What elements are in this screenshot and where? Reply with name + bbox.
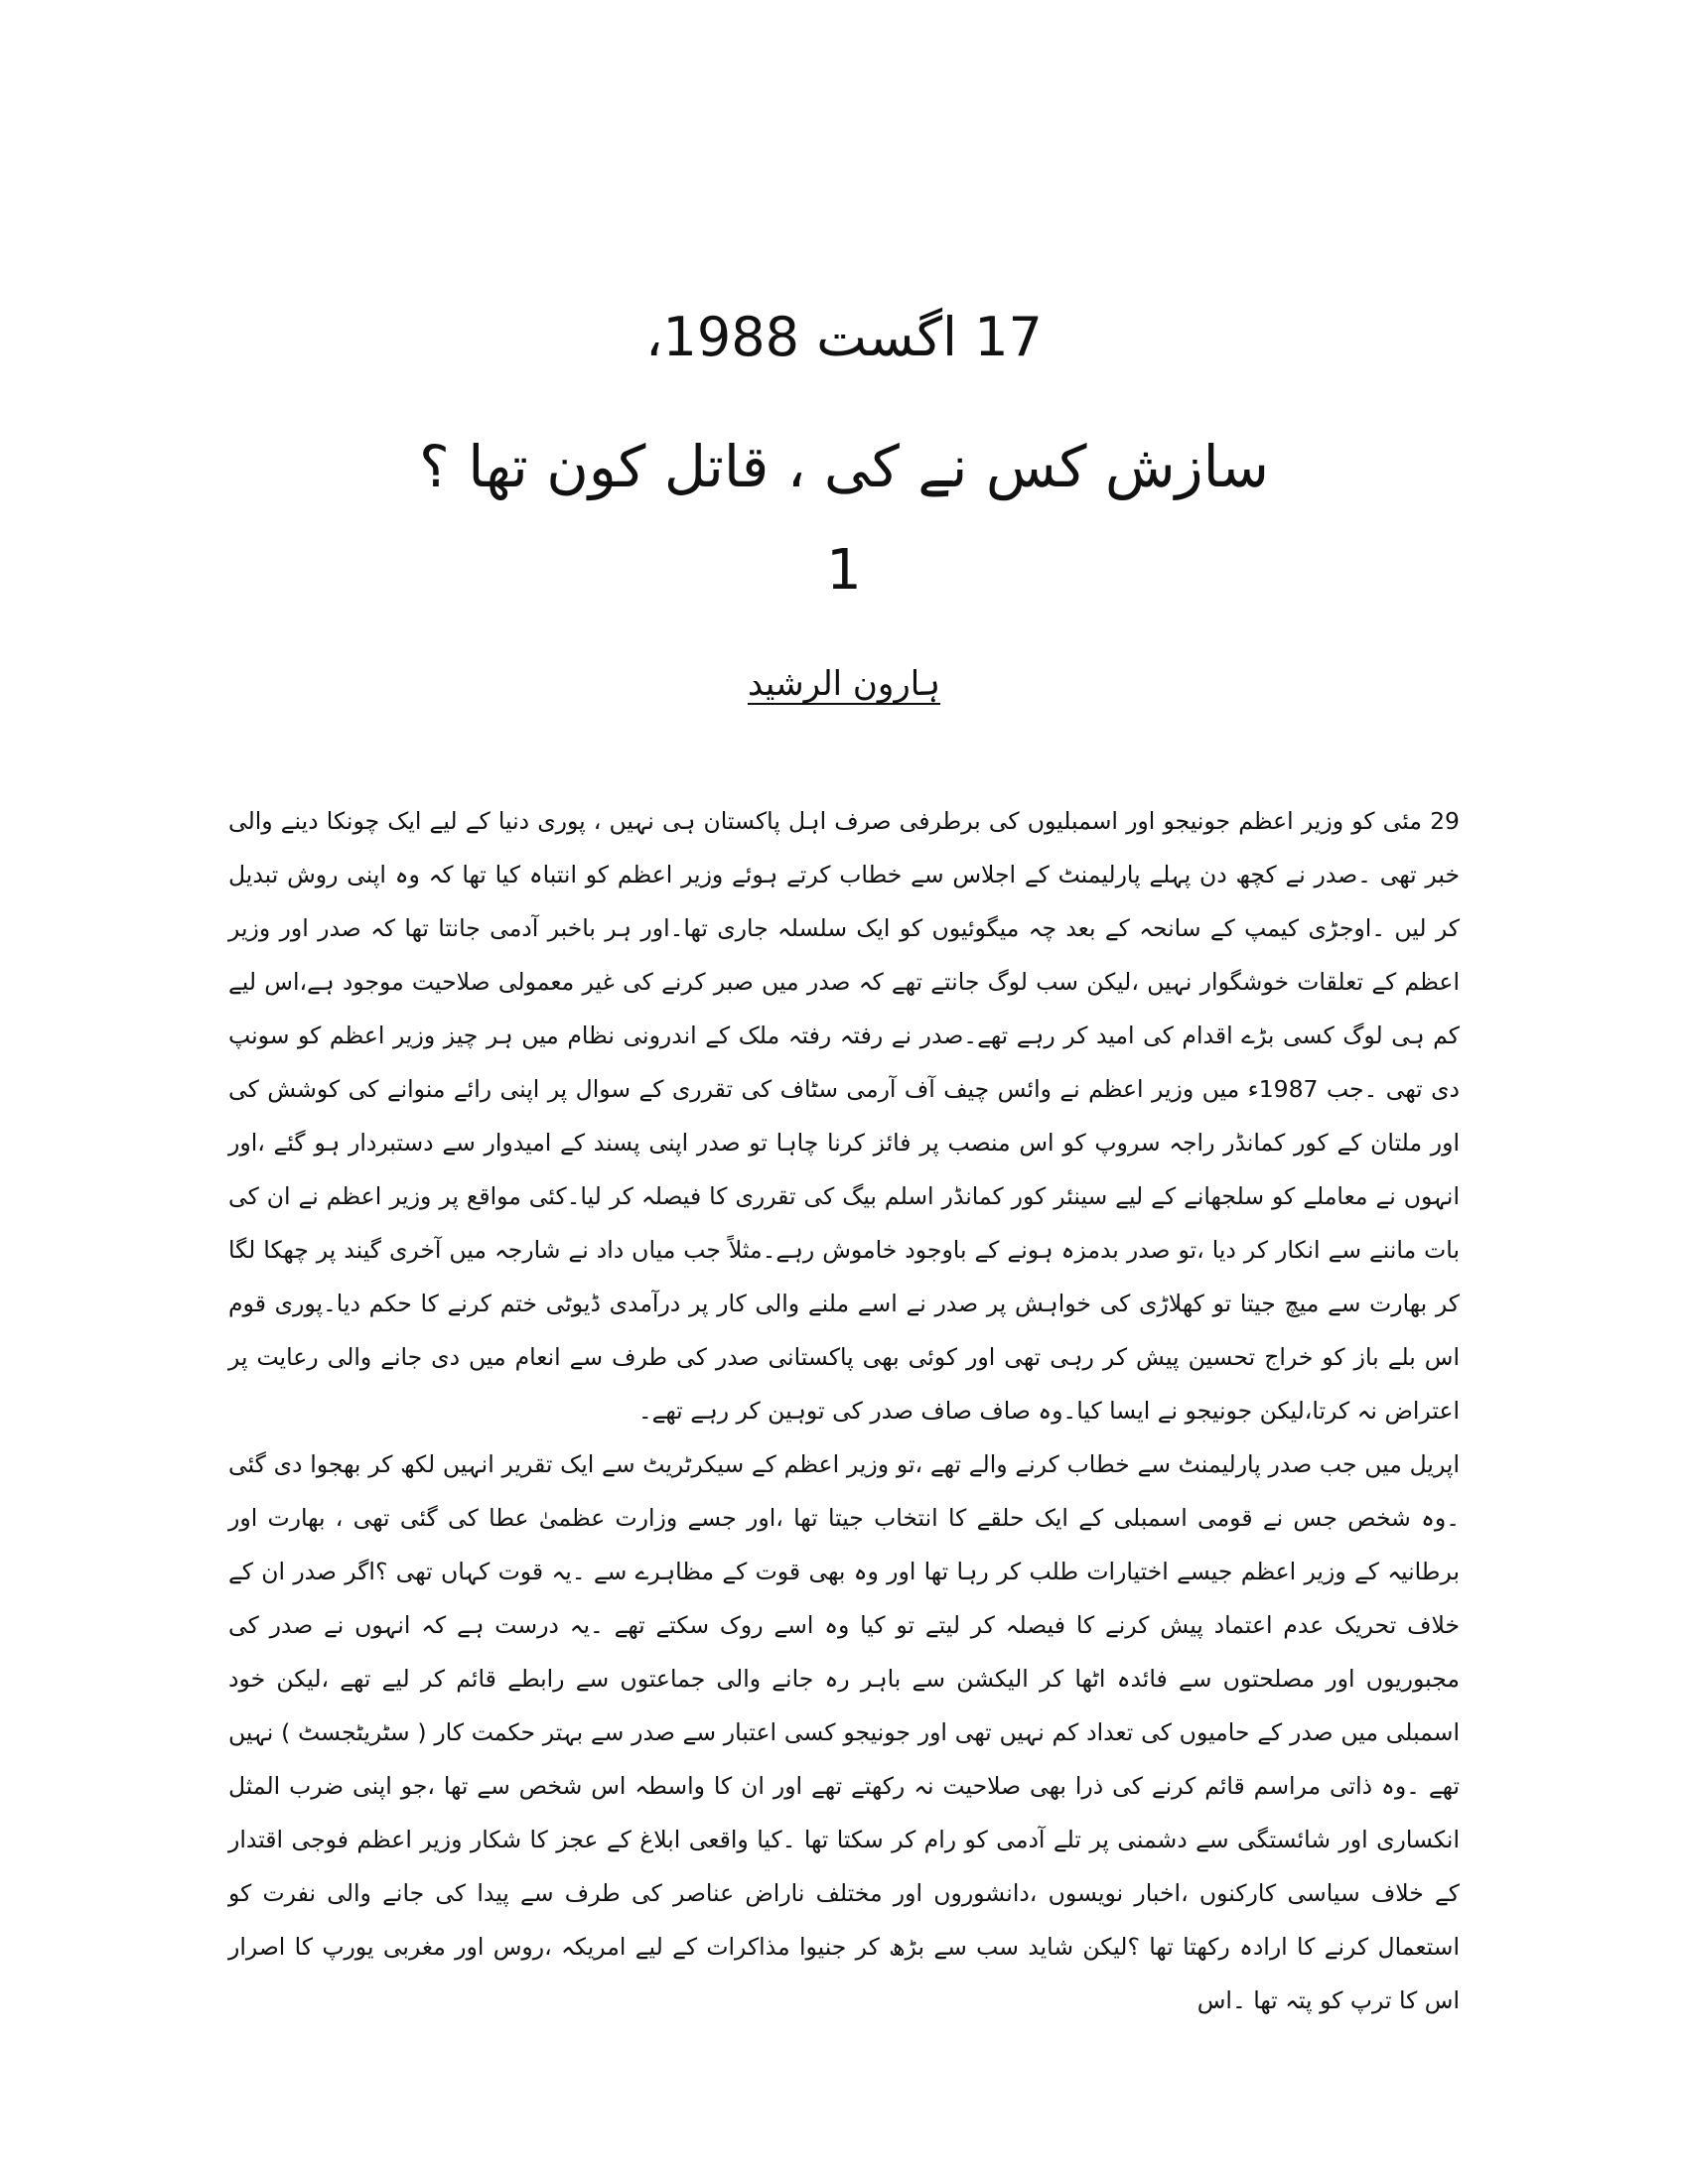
- paragraph-2: اپریل میں جب صدر پارلیمنٹ سے خطاب کرنے والے تھے ،تو وزیر اعظم کے سیکرٹریٹ سے ایک تقریر انہیں لکھ کر بھجوا دی گئی ۔وہ شخص جس نے قومی اسمبلی کے ایک حلقے کا انتخاب جیتا تھا ،اور جسے وزارت عظمیٰ عطا کی گئی تھی ، بھارت اور برطانیہ کے وزیر اعظم جیسے اختیارات طلب کر رہا تھا اور وہ بھی قوت کے مظاہرے سے ۔یہ قوت کہاں تھی ؟اگر صدر ان کے خلاف تحریک عدم اعتماد پیش کرنے کا فیصلہ کر لیتے تو کیا وہ اسے روک سکتے تھے ۔یہ درست ہے کہ انہوں نے صدر کی مجبوریوں اور مصلحتوں سے فائدہ اٹھا کر الیکشن سے باہر رہ جانے والی جماعتوں سے رابطے قائم کر لیے تھے ،لیکن خود اسمبلی میں صدر کے حامیوں کی تعداد کم نہیں تھی اور جونیجو کسی اعتبار سے صدر سے بہتر حکمت کار ( سٹریٹجسٹ ) نہیں تھے ۔وہ ذاتی مراسم قائم کرنے کی ذرا بھی صلاحیت نہ رکھتے تھے اور ان کا واسطہ اس شخص سے تھا ،جو اپنی ضرب المثل انکساری اور شائستگی سے دشمنی پر تلے آدمی کو رام کر سکتا تھا ۔کیا واقعی ابلاغ کے عجز کا شکار وزیر اعظم فوجی اقتدار کے خلاف سیاسی کارکنوں ،اخبار نویسوں ،دانشوروں اور مختلف ناراض عناصر کی طرف سے پیدا کی جانے والی نفرت کو استعمال کرنے کا ارادہ رکھتا تھا ؟لیکن شاید سب سے بڑھ کر جنیوا مذاکرات کے لیے امریکہ ،روس اور مغربی یورپ کا اصرار اس کا ترپ کو پتہ تھا ۔اس: [228, 1450, 1460, 2014]
- title-heading: سازش کس نے کی ، قاتل کون تھا ؟: [419, 433, 1269, 500]
- paragraph-1: 29 مئی کو وزیر اعظم جونیجو اور اسمبلیوں کی برطرفی صرف اہل پاکستان ہی نہیں ، پوری دنیا کے لیے ایک چونکا دینے والی خبر تھی ۔صدر نے کچھ دن پہلے پارلیمنٹ کے اجلاس سے خطاب کرتے ہوئے وزیر اعظم کو انتباہ کیا تھا کہ وہ اپنی روش تبدیل کر لیں ۔اوجڑی کیمپ کے سانحہ کے بعد چہ میگوئیوں کو ایک سلسلہ جاری تھا۔اور ہر باخبر آدمی جانتا تھا کہ صدر اور وزیر اعظم کے تعلقات خوشگوار نہیں ،لیکن سب لوگ جانتے تھے کہ صدر میں صبر کرنے کی غیر معمولی صلاحیت موجود ہے،اس لیے کم ہی لوگ کسی بڑے اقدام کی امید کر رہے تھے۔صدر نے رفتہ رفتہ ملک کے اندرونی نظام میں ہر چیز وزیر اعظم کو سونپ دی تھی ۔جب 1987ء میں وزیر اعظم نے وائس چیف آف آرمی سٹاف کی تقرری کے سوال پر اپنی رائے منوانے کی کوشش کی اور ملتان کے کور کمانڈر راجہ سروپ کو اس منصب پر فائز کرنا چاہا تو صدر اپنی پسند کے امیدوار سے دستبردار ہو گئے ،اور انہوں نے معاملے کو سلجھانے کے لیے سینئر کور کمانڈر اسلم بیگ کی تقرری کا فیصلہ کر لیا۔کئی مواقع پر وزیر اعظم نے ان کی بات ماننے سے انکار کر دیا ،تو صدر بدمزہ ہونے کے باوجود خاموش رہے۔مثلاً جب میاں داد نے شارجہ میں آخری گیند پر چھکا لگا کر بھارت سے میچ جیتا تو کھلاڑی کی خواہش پر صدر نے اسے ملنے والی کار پر درآمدی ڈیوٹی ختم کرنے کا حکم دیا۔پوری قوم اس بلے باز کو خراج تحسین پیش کر رہی تھی اور کوئی بھی پاکستانی صدر کی طرف سے انعام میں دی جانے والی رعایت پر اعتراض نہ کرتا،لیکن جونیجو نے ایسا کیا۔وہ صاف صاف صدر کی توہین کر رہے تھے۔: [228, 807, 1460, 1425]
- title-date: 17 اگست 1988،: [645, 306, 1043, 368]
- author-name: ہارون الرشید: [747, 664, 941, 704]
- title-part-number: 1: [826, 538, 862, 603]
- article-body: [228, 794, 1460, 2027]
